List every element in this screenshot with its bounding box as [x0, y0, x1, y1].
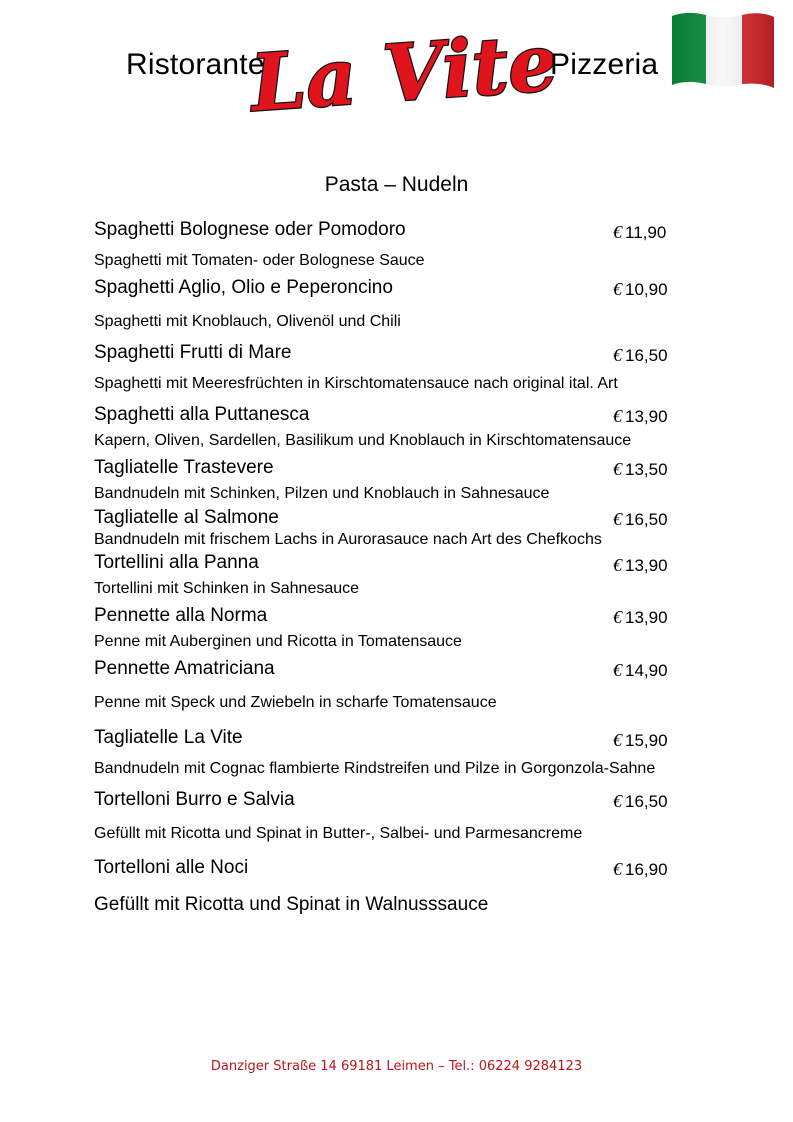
dish-description: Bandnudeln mit frischem Lachs in Aurorasauce nach Art des Chefkochs	[94, 531, 602, 548]
dish-name: Spaghetti Aglio, Olio e Peperoncino	[94, 277, 393, 298]
dish-description: Penne mit Speck und Zwiebeln in scharfe Tomatensauce	[94, 694, 497, 711]
dish-description: Tortellini mit Schinken in Sahnesauce	[94, 580, 360, 597]
dish-description: Spaghetti mit Knoblauch, Olivenöl und Chili	[94, 313, 401, 330]
dish-name: Tortelloni Burro e Salvia	[94, 789, 295, 810]
dish-name: Pennette Amatriciana	[94, 658, 275, 679]
dish-name: Spaghetti alla Puttanesca	[94, 404, 310, 425]
dish-name: Tagliatelle La Vite	[94, 727, 243, 748]
dish-price: € 16,90	[613, 859, 668, 879]
pizzeria-label: Pizzeria	[550, 48, 659, 81]
dish-price: € 11,90	[613, 222, 667, 242]
dish-price: € 16,50	[613, 345, 668, 365]
dish-price: € 13,50	[613, 459, 668, 479]
la-vite-logo	[247, 8, 561, 132]
dish-description: Gefüllt mit Ricotta und Spinat in Walnusssauce	[94, 894, 489, 915]
dish-name: Tagliatelle al Salmone	[94, 507, 279, 528]
dish-name: Pennette alla Norma	[94, 605, 268, 626]
footer-address: Danziger Straße 14 69181 Leimen – Tel.: 06224 9284123	[210, 1059, 583, 1074]
dish-description: Gefüllt mit Ricotta und Spinat in Butter-, Salbei- und Parmesancreme	[94, 825, 583, 842]
section-title: Pasta – Nudeln	[324, 173, 469, 196]
dish-name: Tortellini alla Panna	[94, 552, 259, 573]
dish-price: € 16,50	[613, 509, 668, 529]
dish-price: € 13,90	[613, 555, 668, 575]
dish-name: Spaghetti Frutti di Mare	[94, 342, 292, 363]
dish-price: € 15,90	[613, 730, 668, 750]
dish-price: € 13,90	[613, 406, 668, 426]
dish-price: € 13,90	[613, 607, 668, 627]
dish-name: Tortelloni alle Noci	[94, 857, 249, 878]
dish-description: Bandnudeln mit Cognac flambierte Rindstreifen und Pilze in Gorgonzola-Sahne	[94, 760, 656, 777]
svg-text:La Vite: La Vite	[247, 17, 561, 130]
italian-flag-icon	[670, 10, 776, 90]
dish-price: € 16,50	[613, 791, 668, 811]
dish-description: Bandnudeln mit Schinken, Pilzen und Knoblauch in Sahnesauce	[94, 485, 550, 502]
restaurant-label: Ristorante	[126, 48, 265, 81]
dish-name: Tagliatelle Trastevere	[94, 457, 274, 478]
dish-description: Spaghetti mit Tomaten- oder Bolognese Sauce	[94, 252, 425, 269]
dish-description: Penne mit Auberginen und Ricotta in Tomatensauce	[94, 633, 462, 650]
dish-price: € 10,90	[613, 279, 668, 299]
dish-price: € 14,90	[613, 660, 668, 680]
dish-description: Spaghetti mit Meeresfrüchten in Kirschtomatensauce nach original ital. Art	[94, 375, 618, 392]
dish-description: Kapern, Oliven, Sardellen, Basilikum und Knoblauch in Kirschtomatensauce	[94, 432, 632, 449]
dish-name: Spaghetti Bolognese oder Pomodoro	[94, 219, 406, 240]
